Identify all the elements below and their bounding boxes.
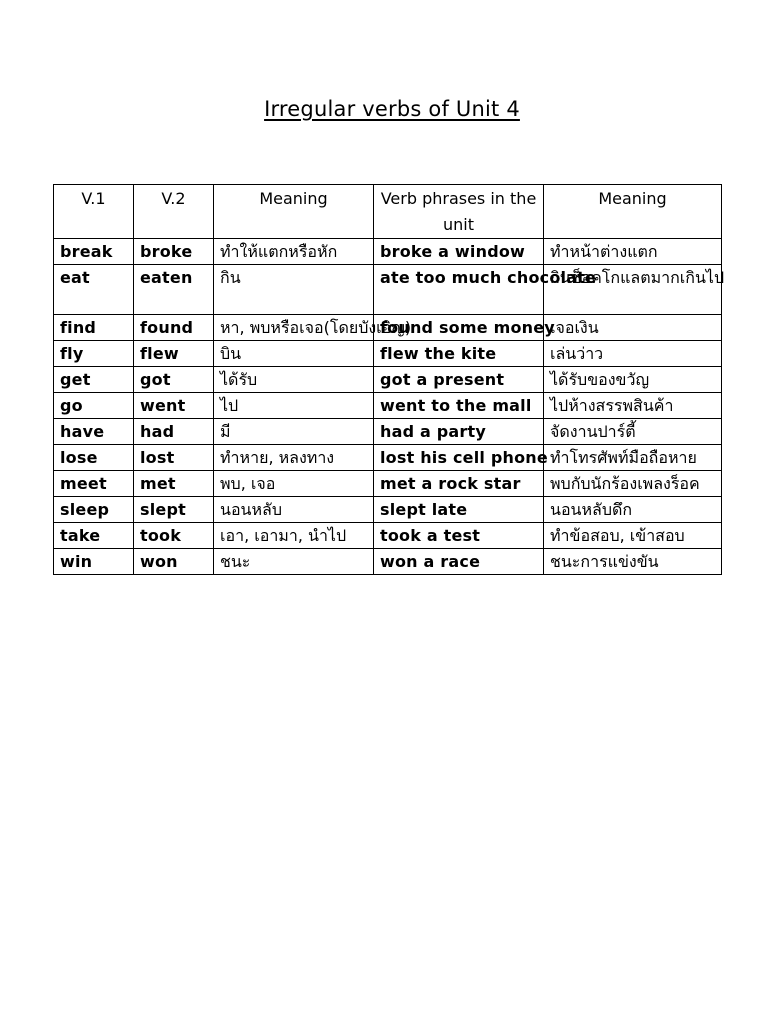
cell-v2: lost — [134, 445, 214, 471]
cell-v2: got — [134, 367, 214, 393]
cell-phrase: flew the kite — [374, 341, 544, 367]
cell-v1: win — [54, 549, 134, 575]
table-row — [54, 315, 722, 341]
header-v2: V.2 — [134, 185, 214, 239]
cell-phrase-meaning: พบกับนักร้องเพลงร็อค — [544, 471, 722, 497]
cell-phrase-meaning: ทำโทรศัพท์มือถือหาย — [544, 445, 722, 471]
cell-phrase: found some money — [374, 315, 544, 341]
cell-meaning: หา, พบหรือเจอ(โดยบังเอิญ) — [214, 315, 374, 341]
cell-v2: found — [134, 315, 214, 341]
table-row — [54, 549, 722, 575]
table-row — [54, 497, 722, 523]
cell-meaning: เอา, เอามา, นำไป — [214, 523, 374, 549]
cell-phrase-meaning: ทำหน้าต่างแตก — [544, 239, 722, 265]
cell-v1: fly — [54, 341, 134, 367]
cell-v2: eaten — [134, 265, 214, 315]
cell-phrase-meaning: ชนะการแข่งขัน — [544, 549, 722, 575]
cell-phrase: lost his cell phone — [374, 445, 544, 471]
table-row — [54, 523, 722, 549]
cell-v2: broke — [134, 239, 214, 265]
cell-phrase: had a party — [374, 419, 544, 445]
table-row — [54, 367, 722, 393]
cell-v1: lose — [54, 445, 134, 471]
cell-phrase: took a test — [374, 523, 544, 549]
cell-v2: won — [134, 549, 214, 575]
table-row — [54, 419, 722, 445]
cell-v2: had — [134, 419, 214, 445]
cell-phrase: got a present — [374, 367, 544, 393]
cell-meaning: ได้รับ — [214, 367, 374, 393]
irregular-verbs-table — [53, 184, 725, 575]
header-phrase-meaning: Meaning — [544, 185, 722, 239]
cell-v2: took — [134, 523, 214, 549]
table-row — [54, 341, 722, 367]
cell-phrase-meaning: เล่นว่าว — [544, 341, 722, 367]
cell-phrase-meaning: เจอเงิน — [544, 315, 722, 341]
cell-meaning: ชนะ — [214, 549, 374, 575]
cell-v1: take — [54, 523, 134, 549]
cell-v1: sleep — [54, 497, 134, 523]
cell-phrase: won a race — [374, 549, 544, 575]
table-row — [54, 393, 722, 419]
table-header-row — [54, 185, 722, 239]
header-meaning: Meaning — [214, 185, 374, 239]
cell-v1: have — [54, 419, 134, 445]
cell-phrase-meaning: จัดงานปาร์ตี้ — [544, 419, 722, 445]
table-row — [54, 445, 722, 471]
cell-meaning: มี — [214, 419, 374, 445]
cell-v1: break — [54, 239, 134, 265]
table-row — [54, 239, 722, 265]
cell-v1: eat — [54, 265, 134, 315]
cell-phrase: ate too much chocolate — [374, 265, 544, 315]
cell-phrase: slept late — [374, 497, 544, 523]
cell-meaning: ทำให้แตกหรือหัก — [214, 239, 374, 265]
cell-v2: slept — [134, 497, 214, 523]
cell-v2: went — [134, 393, 214, 419]
cell-phrase: broke a window — [374, 239, 544, 265]
cell-meaning: ทำหาย, หลงทาง — [214, 445, 374, 471]
cell-meaning: บิน — [214, 341, 374, 367]
header-v1: V.1 — [54, 185, 134, 239]
cell-v2: met — [134, 471, 214, 497]
cell-meaning: พบ, เจอ — [214, 471, 374, 497]
cell-meaning: ไป — [214, 393, 374, 419]
cell-v1: go — [54, 393, 134, 419]
cell-v1: meet — [54, 471, 134, 497]
cell-phrase: met a rock star — [374, 471, 544, 497]
cell-phrase-meaning: ได้รับของขวัญ — [544, 367, 722, 393]
table-row — [54, 471, 722, 497]
cell-phrase-meaning: ทำข้อสอบ, เข้าสอบ — [544, 523, 722, 549]
page-title: Irregular verbs of Unit 4 — [264, 97, 520, 121]
cell-phrase: went to the mall — [374, 393, 544, 419]
table-row — [54, 265, 722, 315]
cell-phrase-meaning: นอนหลับดึก — [544, 497, 722, 523]
cell-phrase-meaning: ไปห้างสรรพสินค้า — [544, 393, 722, 419]
cell-phrase-meaning: กินช็อคโกแลตมากเกินไป — [544, 265, 722, 315]
cell-meaning: กิน — [214, 265, 374, 315]
cell-v1: get — [54, 367, 134, 393]
cell-meaning: นอนหลับ — [214, 497, 374, 523]
header-verb-phrases: Verb phrases in the unit — [374, 185, 544, 239]
cell-v1: find — [54, 315, 134, 341]
cell-v2: flew — [134, 341, 214, 367]
